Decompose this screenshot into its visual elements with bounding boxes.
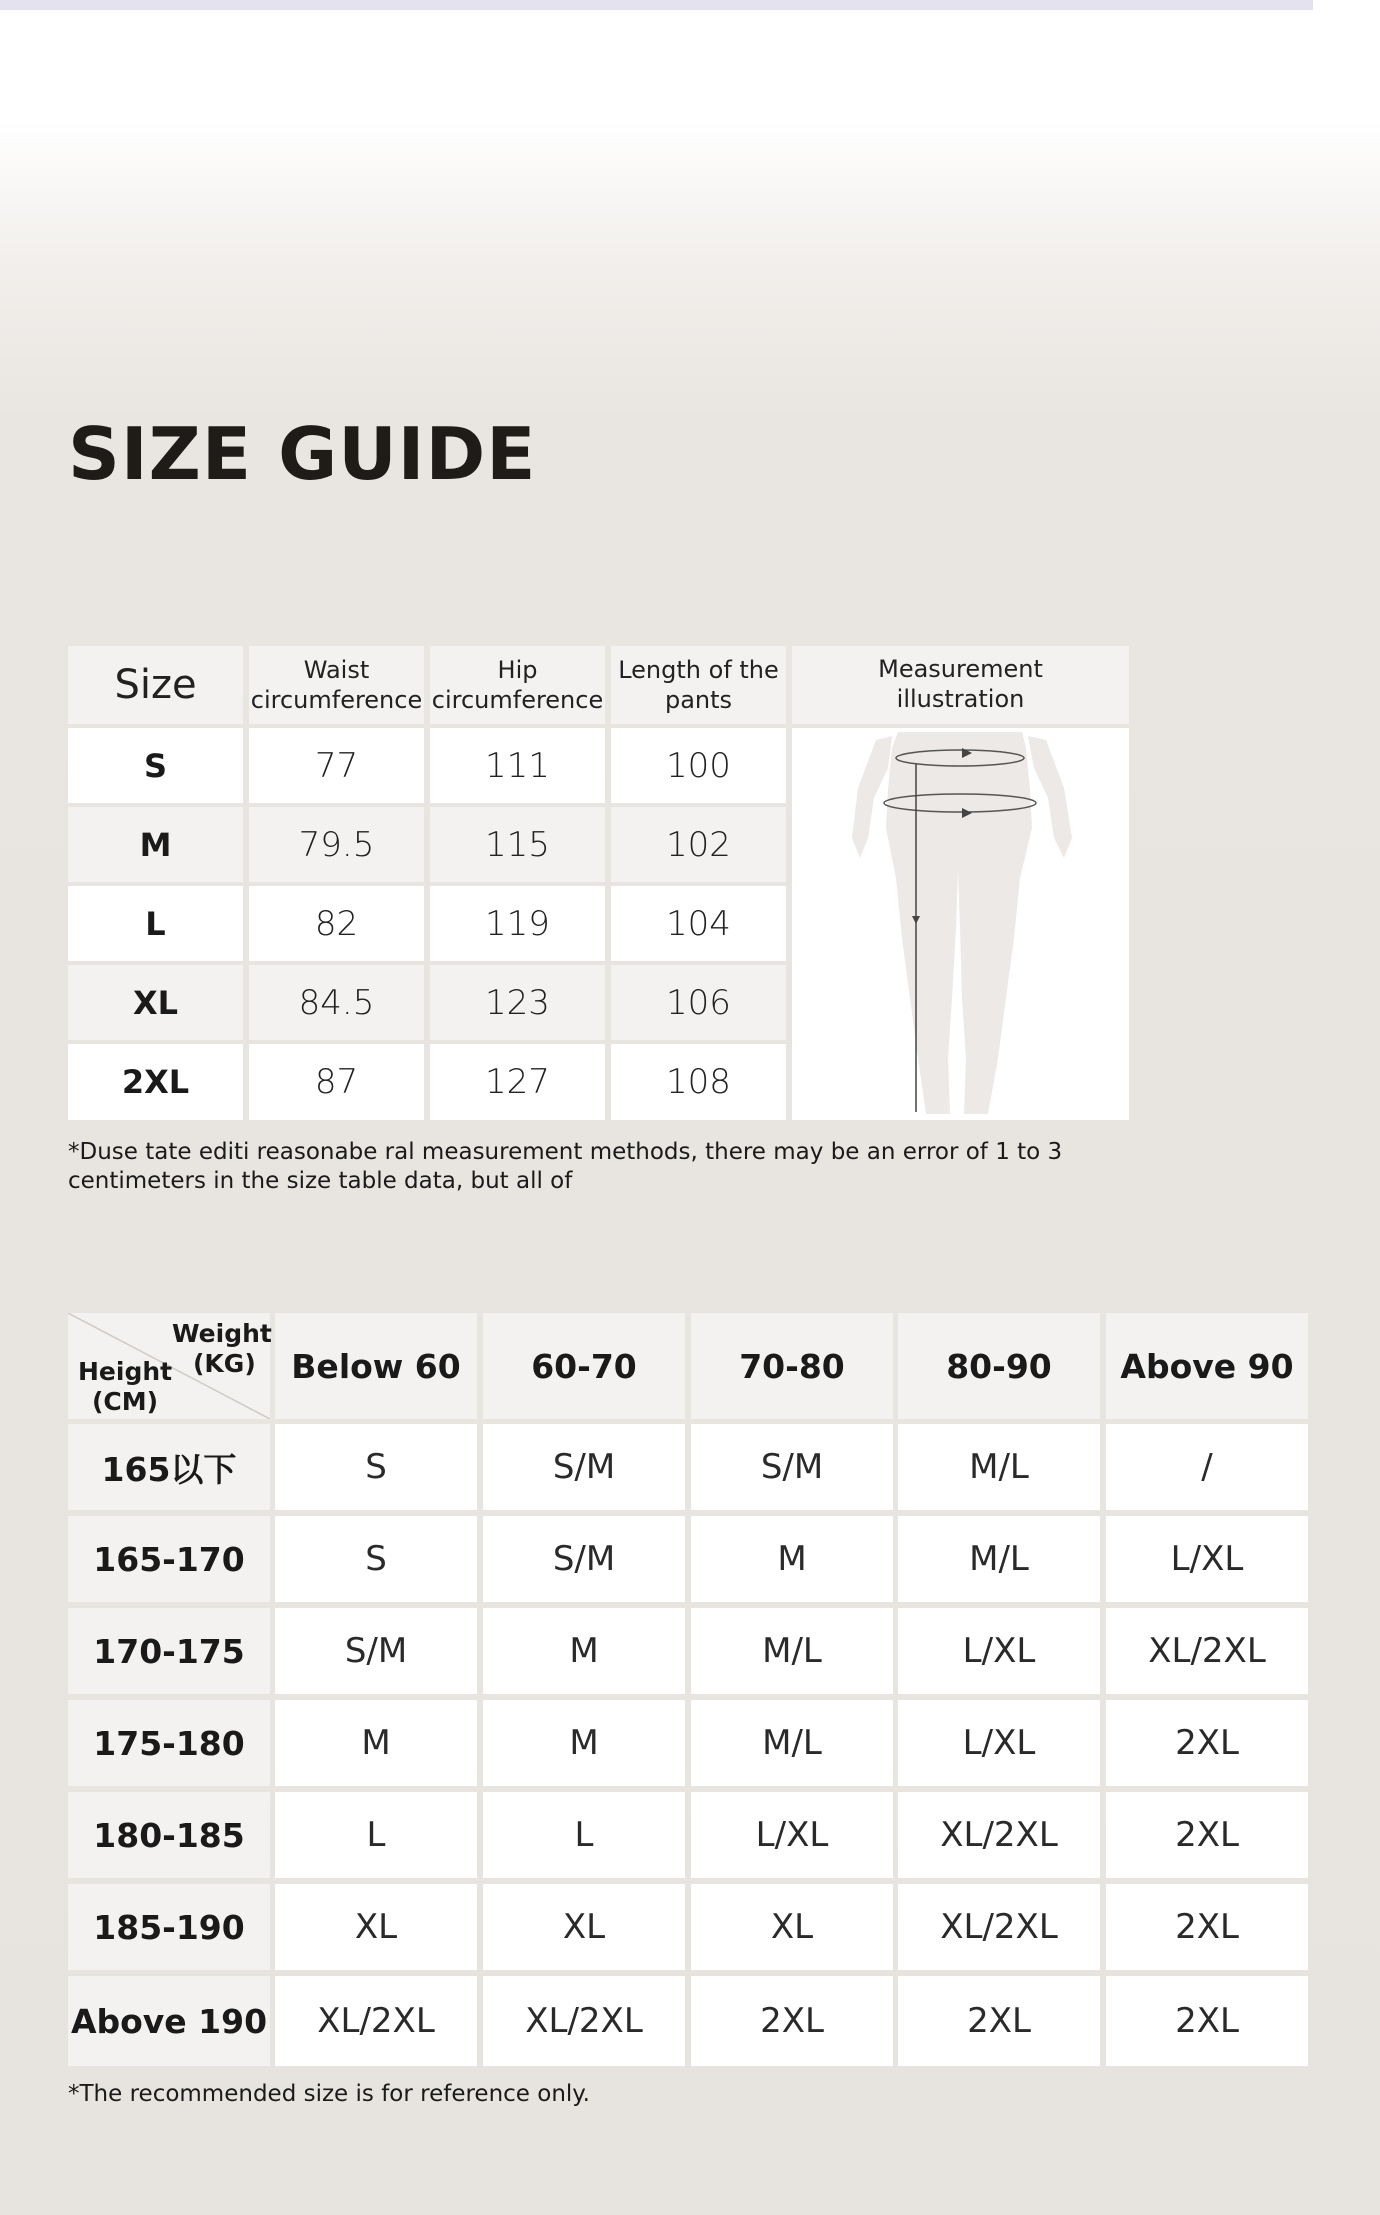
recommended-size-cell: S/M	[483, 1424, 685, 1510]
recommended-size-cell: XL	[691, 1884, 893, 1970]
top-bar	[0, 0, 1313, 10]
header-size: Size	[68, 646, 243, 724]
size-row-label: S	[68, 728, 243, 803]
recommend-table-note: *The recommended size is for reference only.	[68, 2081, 590, 2107]
recommended-size-cell: L	[275, 1792, 477, 1878]
recommended-size-cell: XL/2XL	[898, 1792, 1100, 1878]
waist-value: 79.5	[249, 807, 424, 882]
weight-column-header: 70-80	[691, 1313, 893, 1419]
header-illustration-line1: Measurement	[878, 655, 1043, 683]
header-waist-line2: circumference	[250, 686, 423, 714]
hip-value: 115	[430, 807, 605, 882]
header-length-line1: Length of the	[618, 656, 779, 684]
weight-column-header: 60-70	[483, 1313, 685, 1419]
header-length-line2: pants	[664, 686, 733, 714]
recommended-size-cell: M/L	[898, 1516, 1100, 1602]
waist-value: 84.5	[249, 965, 424, 1040]
header-illustration-line2: illustration	[896, 685, 1025, 713]
recommended-size-cell: M	[483, 1700, 685, 1786]
recommended-size-cell: L/XL	[898, 1700, 1100, 1786]
weight-column-header: 80-90	[898, 1313, 1100, 1419]
length-value: 102	[611, 807, 786, 882]
recommended-size-cell: L/XL	[1106, 1516, 1308, 1602]
header-waist-line1: Waist	[303, 656, 370, 684]
recommended-size-cell: XL	[275, 1884, 477, 1970]
height-row-label: 165以下	[68, 1424, 270, 1510]
recommended-size-cell: 2XL	[1106, 1884, 1308, 1970]
corner-height-label: Height	[78, 1357, 173, 1386]
recommended-size-cell: 2XL	[1106, 1792, 1308, 1878]
recommended-size-cell: 2XL	[1106, 1700, 1308, 1786]
recommended-size-cell: 2XL	[898, 1976, 1100, 2066]
recommended-size-cell: S/M	[483, 1516, 685, 1602]
recommended-size-cell: S	[275, 1424, 477, 1510]
hip-value: 119	[430, 886, 605, 961]
recommended-size-cell: 2XL	[691, 1976, 893, 2066]
size-note-line1: *Duse tate editi reasonabe ral measurement methods, there may be an error of 1 to 3	[68, 1139, 1063, 1165]
body-measurement-figure-icon	[792, 728, 1129, 1120]
recommended-size-cell: L/XL	[898, 1608, 1100, 1694]
weight-column-header: Above 90	[1106, 1313, 1308, 1419]
recommended-size-cell: M	[483, 1608, 685, 1694]
recommended-size-cell: XL/2XL	[1106, 1608, 1308, 1694]
page-title: SIZE GUIDE	[68, 412, 537, 496]
recommended-size-cell: S	[275, 1516, 477, 1602]
corner-kg-label: (KG)	[193, 1349, 256, 1378]
recommended-size-cell: M/L	[898, 1424, 1100, 1510]
header-hip-line1: Hip	[497, 656, 538, 684]
header-hip	[430, 646, 605, 724]
height-row-label: Above 190	[68, 1976, 270, 2066]
recommended-size-cell: M/L	[691, 1700, 893, 1786]
height-row-label: 185-190	[68, 1884, 270, 1970]
waist-value: 82	[249, 886, 424, 961]
recommended-size-cell: XL/2XL	[275, 1976, 477, 2066]
size-row-label: XL	[68, 965, 243, 1040]
corner-weight-label: Weight	[172, 1319, 272, 1348]
waist-value: 87	[249, 1044, 424, 1120]
header-waist	[249, 646, 424, 724]
recommended-size-cell: /	[1106, 1424, 1308, 1510]
size-note-line2: centimeters in the size table data, but all of	[68, 1168, 573, 1194]
header-illustration	[792, 646, 1129, 724]
recommended-size-cell: S/M	[275, 1608, 477, 1694]
recommended-size-cell: M	[691, 1516, 893, 1602]
hip-value: 127	[430, 1044, 605, 1120]
length-value: 100	[611, 728, 786, 803]
hip-value: 111	[430, 728, 605, 803]
length-value: 104	[611, 886, 786, 961]
size-row-label: 2XL	[68, 1044, 243, 1120]
corner-cm-label: (CM)	[92, 1387, 159, 1416]
recommended-size-cell: M	[275, 1700, 477, 1786]
height-row-label: 165-170	[68, 1516, 270, 1602]
size-row-label: M	[68, 807, 243, 882]
recommended-size-cell: L/XL	[691, 1792, 893, 1878]
height-row-label: 170-175	[68, 1608, 270, 1694]
size-table-note	[68, 1138, 1062, 1196]
height-row-label: 175-180	[68, 1700, 270, 1786]
recommended-size-cell: XL/2XL	[898, 1884, 1100, 1970]
size-row-label: L	[68, 886, 243, 961]
length-value: 108	[611, 1044, 786, 1120]
header-length	[611, 646, 786, 724]
corner-cell	[68, 1313, 270, 1419]
length-value: 106	[611, 965, 786, 1040]
recommended-size-cell: XL	[483, 1884, 685, 1970]
recommended-size-cell: 2XL	[1106, 1976, 1308, 2066]
recommended-size-cell: M/L	[691, 1608, 893, 1694]
recommended-size-cell: L	[483, 1792, 685, 1878]
recommended-size-cell: S/M	[691, 1424, 893, 1510]
weight-column-header: Below 60	[275, 1313, 477, 1419]
header-hip-line2: circumference	[431, 686, 604, 714]
hip-value: 123	[430, 965, 605, 1040]
waist-value: 77	[249, 728, 424, 803]
recommended-size-cell: XL/2XL	[483, 1976, 685, 2066]
height-row-label: 180-185	[68, 1792, 270, 1878]
